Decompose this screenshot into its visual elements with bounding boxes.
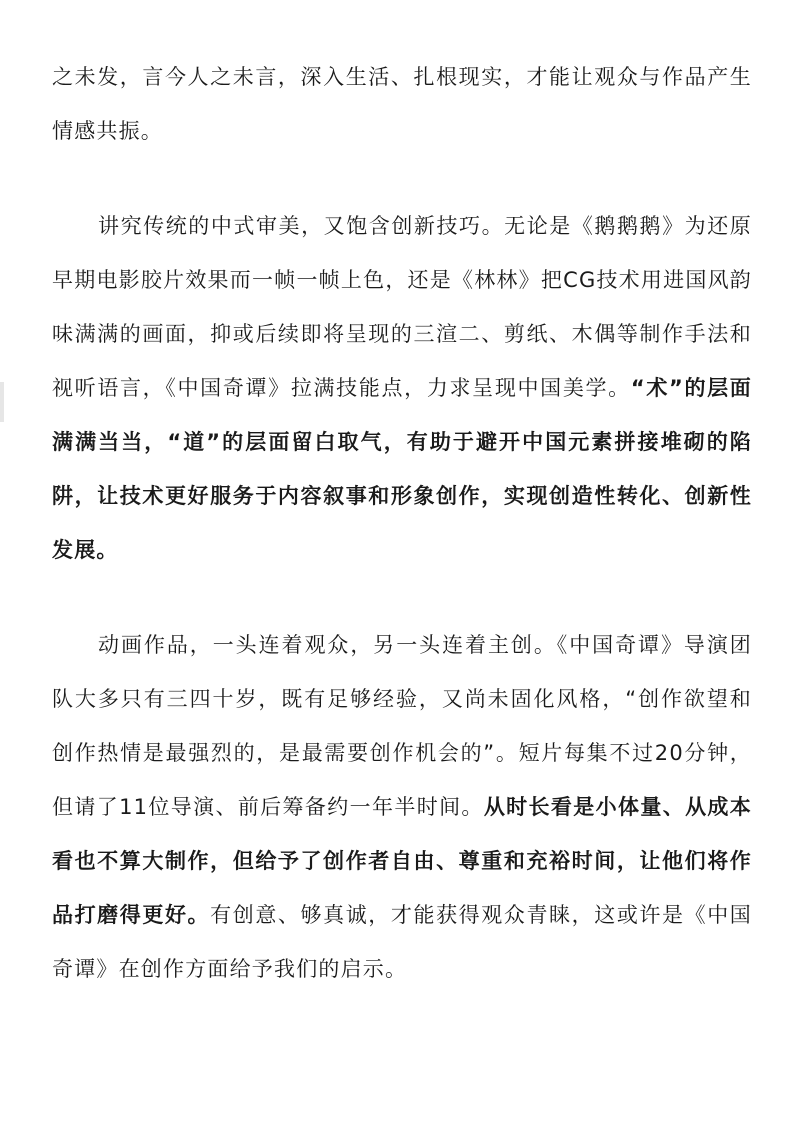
paragraph-2-bold-text: “术”的层面满满当当，“道”的层面留白取气，有助于避开中国元素拼接堆砌的陷阱，让技术更好服务于内容叙事和形象创作，实现创造性转化、创新性发展。 [52,376,752,562]
page-edge-mark [0,382,4,422]
paragraph-3 [52,618,752,996]
paragraph-3-bold-text: 从时长看是小体量、从成本看也不算大制作，但给予了创作者自由、尊重和充裕时间，让他们将作品打磨得更好。 [52,795,752,927]
paragraph-2-text: 讲究传统的中式审美，又饱含创新技巧。无论是《鹅鹅鹅》为还原早期电影胶片效果而一帧一帧上色，还是《林林》把CG技术用进国风韵味满满的画面，抑或后续即将呈现的三渲二、剪纸、木偶等制作手法和视听语言，《中国奇谭》拉满技能点，力求呈现中国美学。 [52,214,752,400]
paragraph-1 [52,50,752,158]
paragraph-1-text: 之未发，言今人之未言，深入生活、扎根现实，才能让观众与作品产生情感共振。 [52,65,752,143]
paragraph-2 [52,199,752,577]
paragraph-3-closing-text: 有创意、够真诚，才能获得观众青睐，这或许是《中国奇谭》在创作方面给予我们的启示。 [52,903,752,981]
document-body [52,50,752,996]
paragraph-gap [52,577,752,618]
paragraph-gap [52,158,752,199]
paragraph-3-text: 动画作品，一头连着观众，另一头连着主创。《中国奇谭》导演团队大多只有三四十岁，既有足够经验，又尚未固化风格，“创作欲望和创作热情是最强烈的，是最需要创作机会的”。短片每集不过20分钟，但请了11位导演、前后筹备约一年半时间。 [52,633,752,819]
